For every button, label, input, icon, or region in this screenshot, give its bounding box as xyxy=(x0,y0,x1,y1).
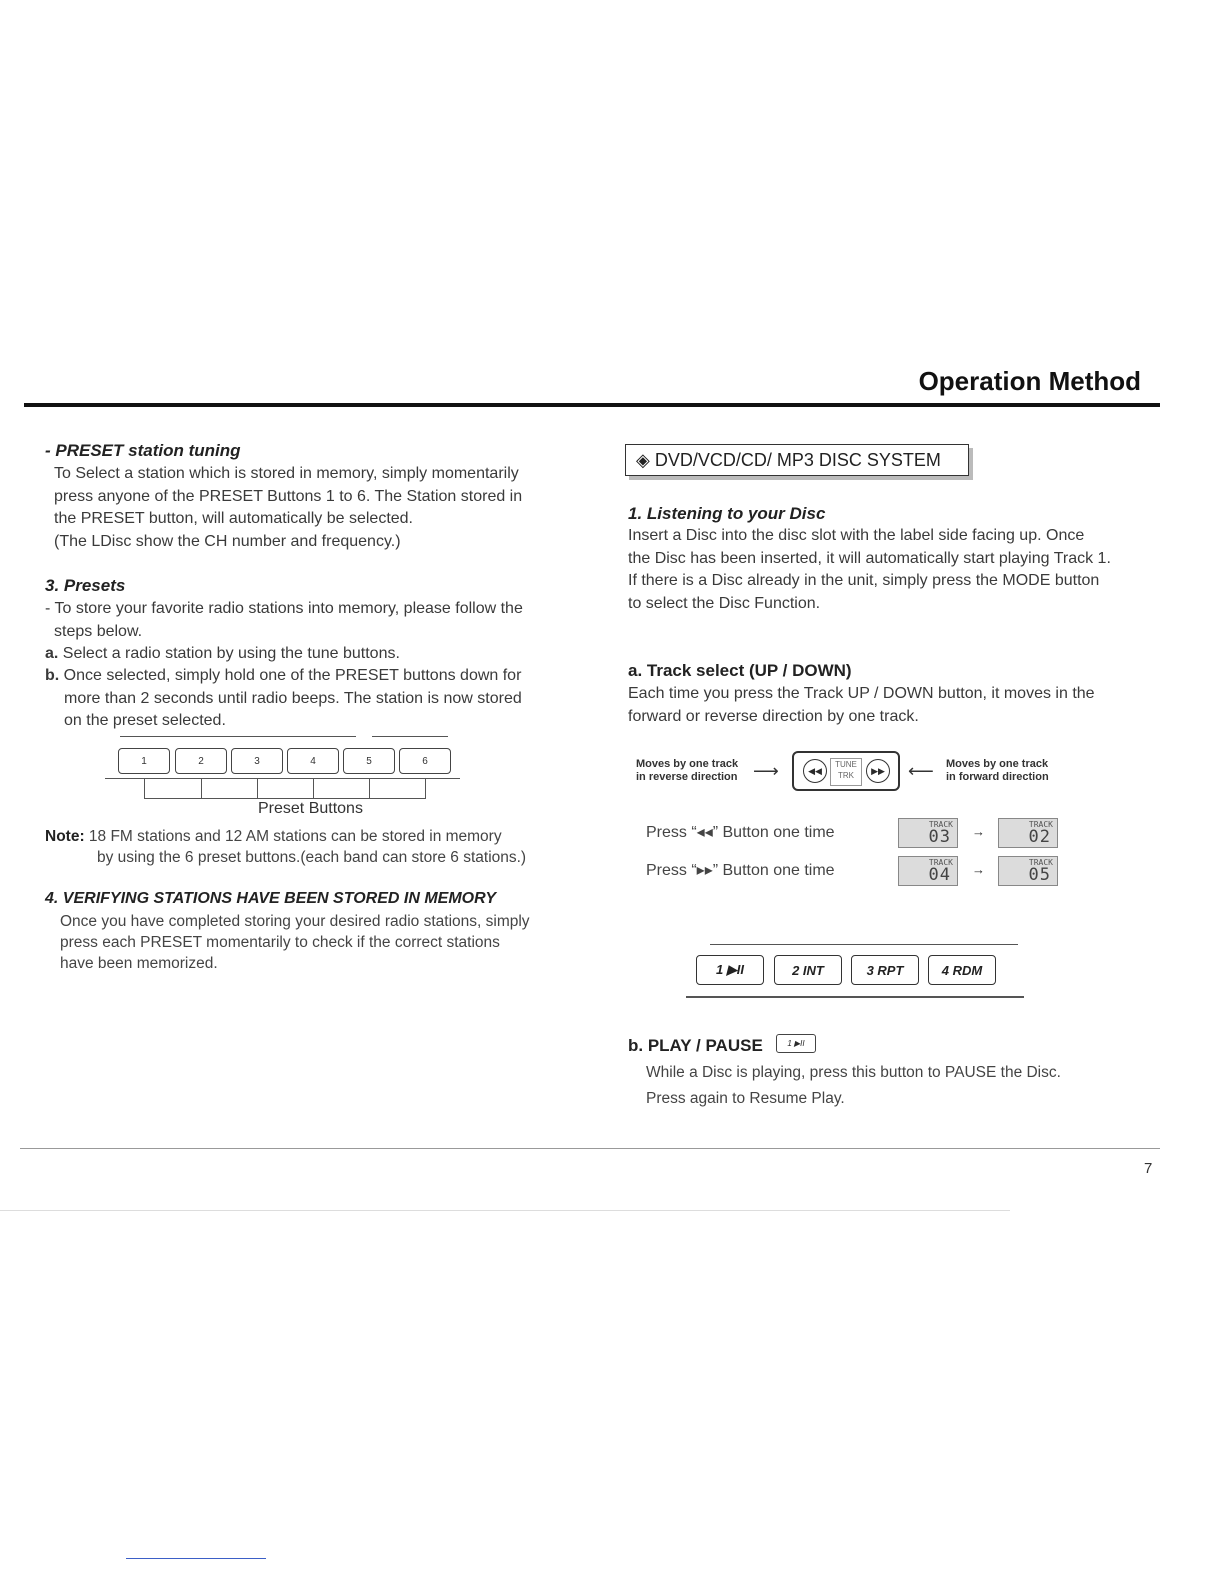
lcd-display: TRACK 05 xyxy=(998,856,1058,886)
baseline xyxy=(105,778,460,779)
baseline xyxy=(686,996,1024,998)
preset-button-2[interactable]: 2 xyxy=(175,748,227,774)
preset-buttons-caption: Preset Buttons xyxy=(258,800,363,817)
blue-line xyxy=(126,1558,266,1559)
reverse-label: Moves by one track in reverse direction xyxy=(636,758,739,783)
listening-text: Insert a Disc into the disc slot with the label side facing up. Once the Disc has been inserted, it will automatically start playing Track 1. If there is a Disc already in the unit, simply press the MODE button to select the Disc Function. xyxy=(628,527,1111,612)
page-number: 7 xyxy=(1144,1160,1153,1177)
int-button[interactable]: 2 INT xyxy=(774,955,842,985)
rdm-button[interactable]: 4 RDM xyxy=(928,955,996,985)
lcd-display: TRACK 03 xyxy=(898,818,958,848)
press-row-text: Press “▸▸” Button one time xyxy=(646,862,835,879)
preset-tuning-heading: - PRESET station tuning xyxy=(45,441,241,460)
leader xyxy=(369,779,370,799)
section-box: ◈ DVD/VCD/CD/ MP3 DISC SYSTEM xyxy=(625,444,969,476)
presets-step-b: b. Once selected, simply hold one of the PRESET buttons down for more than 2 seconds until radio beeps. The station is now stored on the preset selected. xyxy=(45,667,522,729)
header-divider xyxy=(24,403,1160,407)
play-pause-text: While a Disc is playing, press this button to PAUSE the Disc. Press again to Resume Play. xyxy=(646,1064,1061,1107)
preset-button-5[interactable]: 5 xyxy=(343,748,395,774)
arrow-icon: → xyxy=(972,824,985,839)
leader xyxy=(144,779,145,799)
note: Note: 18 FM stations and 12 AM stations can be stored in memory by using the 6 preset buttons.(each band can store 6 stations.) xyxy=(45,828,527,866)
presets-intro: - To store your favorite radio stations into memory, please follow the steps below. xyxy=(45,600,523,640)
track-reverse-button[interactable]: ◀◀ xyxy=(803,759,827,783)
verifying-text: Once you have completed storing your desired radio stations, simply press each PRESET momentarily to check if the correct stations have been memorized. xyxy=(60,913,530,972)
press-row-text: Press “◂◂” Button one time xyxy=(646,824,835,841)
page-title: Operation Method xyxy=(918,366,1141,396)
preset-button-1[interactable]: 1 xyxy=(118,748,170,774)
bracket-line xyxy=(372,736,448,737)
preset-button-6[interactable]: 6 xyxy=(399,748,451,774)
leader xyxy=(201,779,202,799)
verifying-heading: 4. VERIFYING STATIONS HAVE BEEN STORED IN MEMORY xyxy=(45,890,497,907)
listening-heading: 1. Listening to your Disc xyxy=(628,504,826,523)
leader-join xyxy=(144,798,426,799)
footer-divider xyxy=(20,1148,1160,1149)
forward-label: Moves by one track in forward direction xyxy=(946,758,1049,783)
arrow-left-icon: ⟵ xyxy=(908,761,934,781)
scan-edge xyxy=(0,1210,1010,1211)
track-forward-button[interactable]: ▶▶ xyxy=(866,759,890,783)
leader xyxy=(257,779,258,799)
tune-trk-label: TUNE TRK xyxy=(830,758,862,786)
lcd-display: TRACK 04 xyxy=(898,856,958,886)
preset-button-4[interactable]: 4 xyxy=(287,748,339,774)
bracket-line xyxy=(710,944,1018,945)
lcd-display: TRACK 02 xyxy=(998,818,1058,848)
play-pause-icon: 1 ▶II xyxy=(776,1034,816,1053)
presets-heading: 3. Presets xyxy=(45,576,126,595)
tune-trk-control xyxy=(792,751,900,791)
leader xyxy=(425,779,426,799)
arrow-icon: → xyxy=(972,862,985,877)
track-select-text: Each time you press the Track UP / DOWN button, it moves in the forward or reverse direction by one track. xyxy=(628,685,1095,725)
preset-tuning-text: To Select a station which is stored in memory, simply momentarily press anyone of the PRESET Buttons 1 to 6. The Station stored in the PRESET button, will automatically be selected. (The LDisc show the CH number and frequency.) xyxy=(54,465,523,550)
rpt-button[interactable]: 3 RPT xyxy=(851,955,919,985)
play-pause-button[interactable]: 1 ▶II xyxy=(696,955,764,985)
arrow-right-icon: ⟶ xyxy=(753,761,779,781)
preset-button-3[interactable]: 3 xyxy=(231,748,283,774)
presets-step-a: a. Select a radio station by using the tune buttons. xyxy=(45,645,400,662)
play-pause-heading: b. PLAY / PAUSE xyxy=(628,1036,763,1055)
leader xyxy=(313,779,314,799)
track-select-heading: a. Track select (UP / DOWN) xyxy=(628,661,852,680)
bracket-line xyxy=(120,736,356,737)
